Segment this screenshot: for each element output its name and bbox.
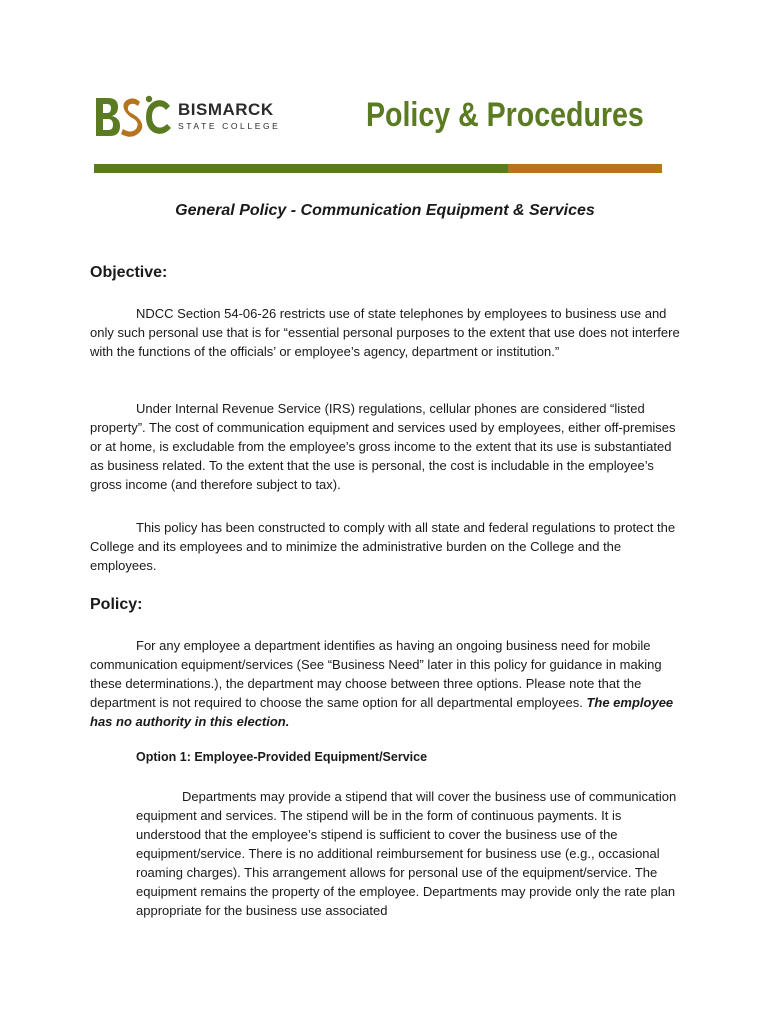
logo-subtitle: STATE COLLEGE bbox=[178, 121, 281, 131]
document-title: General Policy - Communication Equipment & Services bbox=[175, 202, 595, 219]
logo-name: BISMARCK bbox=[178, 100, 274, 119]
option-1-paragraph: Departments may provide a stipend that will cover the business use of communication equipment and services. The stipend will be in the form of continuous payments. It is understood that the employee’s stipend is sufficient to cover the business use of the equipment/service. There is no additional reimbursement for business use (e.g., occasional roaming charges). This arrangement allows for personal use of the equipment/service. The equipment remains the property of the employee. Departments may provide only the rate plan appropriate for the business use associated bbox=[136, 789, 677, 918]
policy-heading: Policy: bbox=[90, 596, 143, 613]
header-rule-orange bbox=[508, 164, 662, 173]
objective-paragraph-3: This policy has been constructed to comply with all state and federal regulations to protect the College and its employees and to minimize the administrative burden on the College and the employees. bbox=[90, 520, 676, 573]
option-1-heading: Option 1: Employee-Provided Equipment/Service bbox=[136, 750, 428, 764]
policy-emphasis: The employee has no authority in this election. bbox=[90, 695, 674, 729]
objective-paragraph-1: NDCC Section 54-06-26 restricts use of state telephones by employees to business use and only such personal use that is for “essential personal purposes to the extent that use does not interfere with the functions of the officials’ or employee’s agency, department or institution.” bbox=[90, 306, 680, 359]
header-rule-green bbox=[94, 164, 508, 173]
objective-paragraph-2: Under Internal Revenue Service (IRS) regulations, cellular phones are considered “listed property”. The cost of communication equipment and services used by employees, either off-premises or at home, is excludable from the employee’s gross income to the extent that its use is substantiated as business related. To the extent that the use is personal, the cost is includable in the employee’s gross income (and therefore subject to tax). bbox=[90, 401, 676, 492]
header-title: Policy & Procedures bbox=[366, 96, 644, 134]
policy-paragraph: For any employee a department identifies as having an ongoing business need for mobile communication equipment/services (See “Business Need” later in this policy for guidance in making these determinations.), the department may choose between three options. Please note that the department is not required to choose the same option for all departmental employees. The employee has no authority in this election. bbox=[90, 638, 674, 729]
objective-heading: Objective: bbox=[90, 264, 168, 281]
bsc-monogram-logo bbox=[92, 92, 176, 142]
college-logo bbox=[92, 92, 292, 142]
